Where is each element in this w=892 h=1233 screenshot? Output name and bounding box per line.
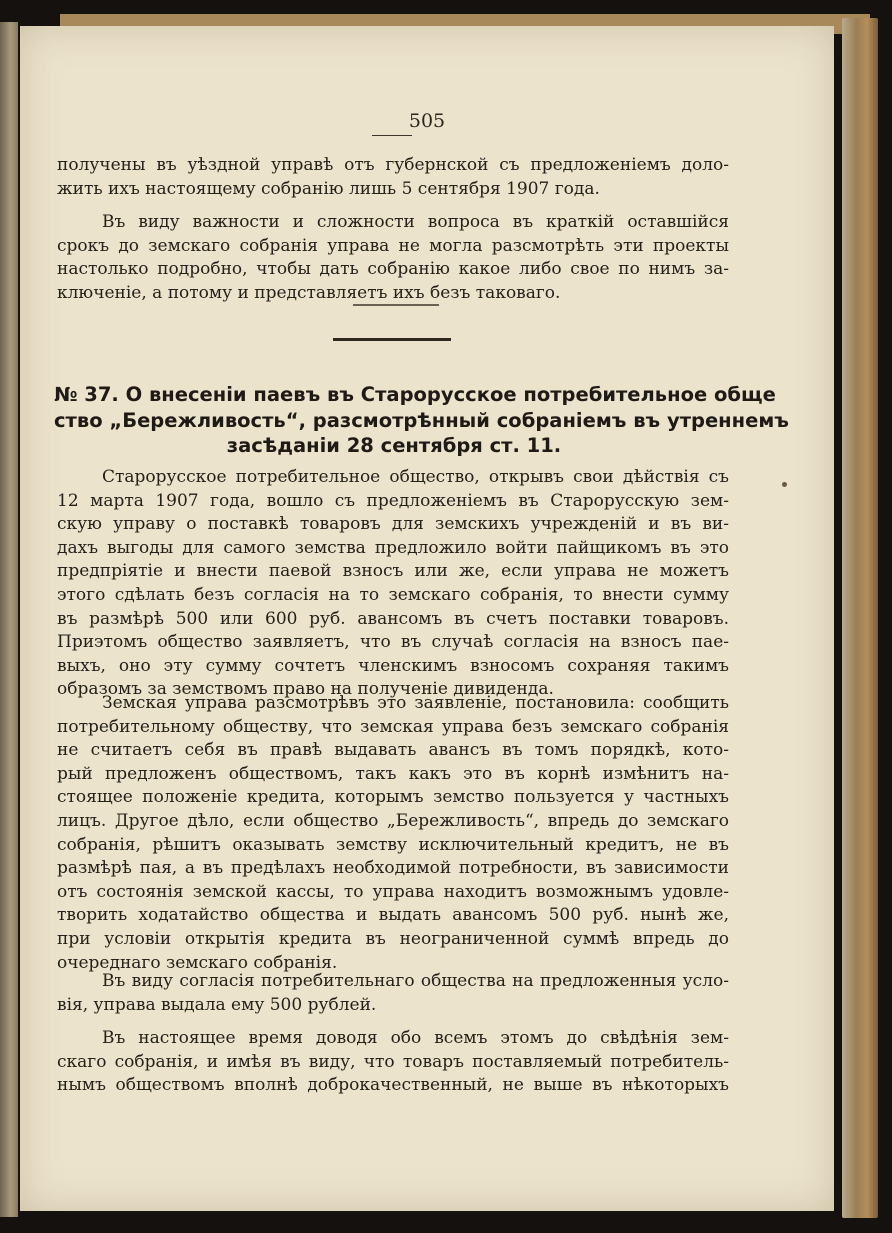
text-line: предпрiятiе и внести паевой взносъ или же, если управа не можетъ bbox=[57, 561, 729, 582]
ink-spot bbox=[782, 482, 787, 487]
text-line: не считаетъ себя въ правѣ выдавать авансъ въ томъ порядкѣ, кото- bbox=[57, 740, 729, 761]
text-line: отъ состоянiя земской кассы, то управа находитъ возможнымъ удовле- bbox=[57, 881, 729, 902]
body-paragraph-3 bbox=[57, 970, 729, 1017]
heading-line: засѣданiи 28 сентября ст. 11. bbox=[226, 434, 562, 457]
text-line: нымъ обществомъ вполнѣ доброкачественный, не выше въ нѣкоторыхъ bbox=[57, 1075, 729, 1096]
text-line: творить ходатайство общества и выдать авансомъ 500 руб. нынѣ же, bbox=[57, 905, 729, 926]
text-line: настолько подробно, чтобы дать собранiю какое либо свое по нимъ за- bbox=[57, 259, 729, 280]
text-line: Земская управа разсмотрѣвъ это заявленiе, постановила: сообщить bbox=[102, 693, 729, 713]
body-paragraph-2 bbox=[57, 692, 729, 975]
text-line: скую управу о поставкѣ товаровъ для земскихъ учрежденiй и въ ви- bbox=[57, 514, 729, 535]
text-line: жить ихъ настоящему собранiю лишь 5 сентября 1907 года. bbox=[57, 178, 600, 199]
book-cover-edge bbox=[842, 18, 878, 1218]
text-line: Въ виду важности и сложности вопроса въ краткiй оставшiйся bbox=[102, 212, 729, 232]
text-line: вiя, управа выдала ему 500 рублей. bbox=[57, 994, 377, 1015]
text-line: лицъ. Другое дѣло, если общество „Бережливость“, впредь до земскаго bbox=[57, 810, 729, 831]
text-line: очереднаго земскаго собранiя. bbox=[57, 952, 338, 973]
text-line: Въ настоящее время доводя обо всемъ этомъ до свѣдѣнiя зем- bbox=[102, 1028, 729, 1048]
text-line: Въ виду согласiя потребительнаго общества на предложенныя усло- bbox=[102, 971, 729, 991]
text-line: скаго собранiя, и имѣя въ виду, что товаръ поставляемый потребитель- bbox=[57, 1051, 729, 1072]
text-line: при условiи открытiя кредита въ неограниченной суммѣ впредь до bbox=[57, 928, 729, 949]
body-paragraph-4 bbox=[57, 1027, 729, 1098]
heading-line: № 37. О внесенiи паевъ въ Старорусское потребительное обще bbox=[54, 383, 776, 406]
text-line: образомъ за земствомъ право на полученiе дивиденда. bbox=[57, 679, 554, 700]
book-spine-edge bbox=[0, 22, 18, 1217]
text-line: выхъ, оно эту сумму сочтетъ членскимъ взносомъ сохраняя такимъ bbox=[57, 655, 729, 676]
text-line: дахъ выгоды для самого земства предложило войти пайщикомъ въ это bbox=[57, 537, 729, 558]
text-line: 12 марта 1907 года, вошло съ предложенiемъ въ Старорусскую зем- bbox=[57, 490, 729, 511]
text-line: Приэтомъ общество заявляетъ, что въ случаѣ согласiя на взносъ пае- bbox=[57, 632, 729, 653]
text-line: срокъ до земскаго собранiя управа не могла разсмотрѣть эти проекты bbox=[57, 235, 729, 256]
heading-line: ство „Бережливость“, разсмотрѣнный собранiемъ въ утреннемъ bbox=[54, 408, 789, 432]
page-number-underline bbox=[372, 135, 412, 136]
text-line: въ размѣрѣ 500 или 600 руб. авансомъ въ счетъ поставки товаровъ. bbox=[57, 608, 729, 629]
section-divider-short bbox=[353, 304, 439, 306]
body-paragraph-1 bbox=[57, 466, 729, 702]
text-line: этого сдѣлать безъ согласiя на то земскаго собранiя, то внести сумму bbox=[57, 584, 729, 605]
text-line: стоящее положенiе кредита, которымъ земство пользуется у частныхъ bbox=[57, 787, 729, 808]
intro-paragraph-2 bbox=[57, 211, 729, 305]
text-line: потребительному обществу, что земская управа безъ земскаго собранiя bbox=[57, 716, 729, 737]
intro-paragraph-1 bbox=[57, 154, 729, 201]
page-number: 505 bbox=[408, 110, 446, 132]
page bbox=[20, 26, 834, 1211]
text-line: собранiя, рѣшитъ оказывать земству исключительный кредитъ, не въ bbox=[57, 834, 729, 855]
section-heading bbox=[54, 382, 789, 459]
text-line: Старорусское потребительное общество, открывъ свои дѣйствiя съ bbox=[102, 467, 729, 487]
text-line: размѣрѣ пая, а въ предѣлахъ необходимой потребности, въ зависимости bbox=[57, 858, 729, 879]
text-line: получены въ уѣздной управѣ отъ губернской съ предложенiемъ доло- bbox=[57, 155, 729, 175]
text-line: ключенiе, а потому и представляетъ ихъ безъ таковаго. bbox=[57, 282, 561, 303]
section-divider-long bbox=[333, 338, 451, 341]
text-line: рый предложенъ обществомъ, такъ какъ это въ корнѣ измѣнитъ на- bbox=[57, 763, 729, 784]
